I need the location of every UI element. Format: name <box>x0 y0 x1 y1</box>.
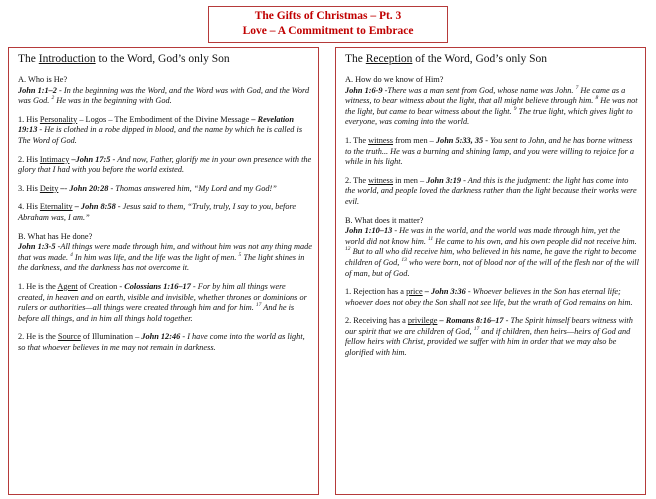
section-heading: B. What does it matter? <box>345 215 424 225</box>
what-has-he-done-section: B. What has He done? John 1:3-5 -All things were made through him, and without him was not any thing made that was made. $^4$ In him was life, and the life was the light of men. $^5$ The light shines in the darkness, and the darkness has not overcome it. <box>18 231 312 273</box>
title-box <box>208 6 448 43</box>
title-line-1: The Gifts of Christmas – Pt. 3 <box>254 10 402 22</box>
receiving-privilege-point: 2. Receiving has a privilege – Romans 8:16–17 - The Spirit himself bears witness with our spirit that we are children of God, $^{17}$ and if children, then heirs—heirs of God and fellow heirs with Christ, provided we suffer with him in order that we may also be glorified with him. <box>345 316 633 358</box>
scripture-ref: –- John 20:28 <box>58 183 109 193</box>
intimacy-point: 2. His Intimacy –John 17:5 - And now, Father, glorify me in your own presence with the glory that I had with you before the world existed. <box>18 154 312 175</box>
scripture-ref: John 5:33, 35 <box>435 135 484 145</box>
agent-of-creation-point: 1. He is the Agent of Creation - Colossians 1:16–17 - For by him all things were created, in heaven and on earth, visible and invisible, whether thrones or dominions or rulers or authorities—all things were created through him and for him. $^{17}$ And he is before all things, and in him all things hold together. <box>18 281 307 323</box>
introduction-column <box>8 47 319 495</box>
source-of-illumination-point: 2. He is the Source of Illumination – John 12:46 - I have come into the world as light, so that whoever believes in me may not remain in darkness. <box>18 332 305 352</box>
scripture-ref: John 1:1–2 <box>18 85 57 95</box>
rejection-price-point: 1. Rejection has a price – John 3:36 - Whoever believes in the Son has eternal life; whoever does not obey the Son shall not see life, but the wrath of God remains on him. <box>345 287 633 307</box>
scripture-ref: Colossians 1:16–17 <box>124 281 191 291</box>
scripture-ref: –John 17:5 <box>69 154 111 164</box>
scripture-ref: – John 3:36 <box>422 287 466 297</box>
section-heading: B. What has He done? <box>18 231 93 241</box>
section-heading: A. How do we know of Him? <box>345 75 444 84</box>
who-is-he-section: A. Who is He? John 1:1–2 - In the beginning was the Word, and the Word was with God, and the Word was God. $^2$ He was in the beginning with God. <box>18 75 312 107</box>
reception-word: Reception <box>365 53 413 65</box>
witness-in-men-point: 2. The witness in men – John 3:19 - And this is the judgment: the light has come into the world, and people loved the darkness rather than the light because their works were evil. <box>345 175 637 206</box>
section-heading: A. Who is He? <box>18 75 68 84</box>
title-line-2: Love – A Commitment to Embrace <box>242 25 414 37</box>
scripture-ref: – Revelation 19:13 <box>18 114 294 135</box>
scripture-ref: John 12:46 <box>141 332 181 342</box>
deity-point: 3. His Deity –- John 20:28 - Thomas answered him, “My Lord and my God!” <box>18 183 277 193</box>
reception-header: The Reception of the Word, God’s only Son <box>345 53 548 65</box>
witness-from-men-point: 1. The witness from men – John 5:33, 35 - You sent to John, and he has borne witness to the truth... He was a burning and shining lamp, and you were willing to rejoice for a while in his light. <box>345 135 635 167</box>
scripture-ref: John 1:10–13 <box>345 226 393 236</box>
scripture-ref: – Romans 8:16–17 <box>437 316 504 326</box>
scripture-ref: – John 8:58 <box>72 202 116 212</box>
reception-column <box>335 47 646 495</box>
what-does-it-matter-section: B. What does it matter? John 1:10–13 - He was in the world, and the world was made through him, yet the world did not know him. $^{11}$ He came to his own, and his own people did not receive him. $^{12}$ But to all who did receive him, who believed in his name, he gave the right to become children of God, $^{13}$ who were born, not of blood nor of the will of the flesh nor of the will of man, but of God. <box>345 215 639 278</box>
personality-point: 1. His Personality – Logos – The Embodiment of the Divine Message – Revelation 19:13 - He is clothed in a robe dipped in blood, and the name by which he is called is The Word of God. <box>18 114 303 145</box>
eternality-point: 4. His Eternality – John 8:58 - Jesus said to them, “Truly, truly, I say to you, before Abraham was, I am.” <box>18 202 297 222</box>
how-do-we-know-section: A. How do we know of Him? John 1:6-9 -There was a man sent from God, whose name was John. $^7$ He came as a witness, to bear witness about the light, that all might believe through him. $^8$ He was not the light, but came to bear witness about the light. $^9$ The true light, which gives light to everyone, was coming into the world. <box>345 75 638 127</box>
introduction-header: The Introduction to the Word, God’s only Son <box>18 53 230 65</box>
scripture-ref: John 3:19 <box>426 175 462 185</box>
introduction-word: Introduction <box>38 53 96 65</box>
scripture-ref: John 1:3-5 <box>18 242 56 252</box>
scripture-ref: John 1:6-9 <box>345 85 383 95</box>
